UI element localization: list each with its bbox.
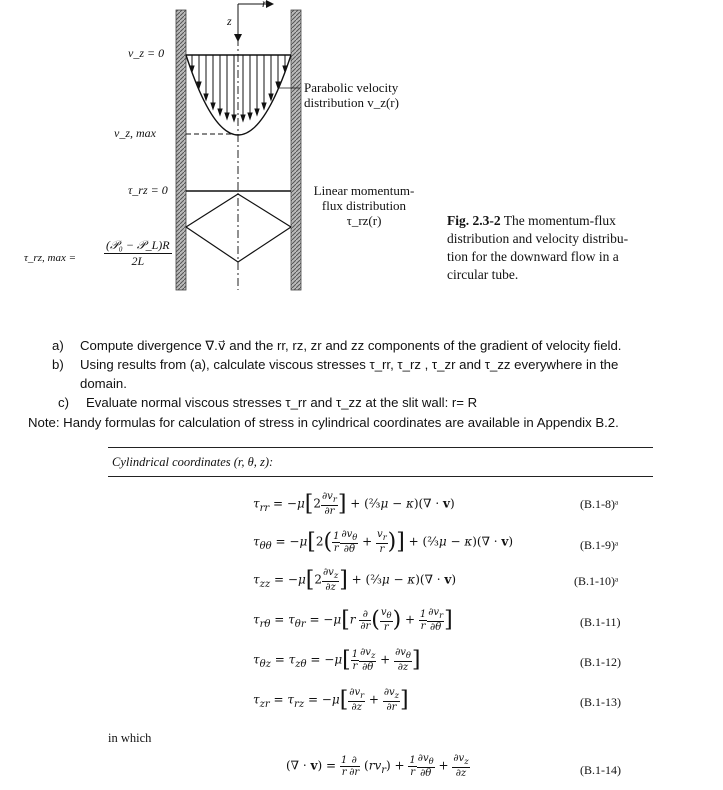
- linear-flux-left-low: [186, 227, 238, 262]
- equation-tau-zz: $\tau_{zz} = -\mu[2$ $\frac{\partial v_z}{\partial z}$ ] + (⅔μ − κ)(∇ · v): [253, 567, 457, 593]
- equation-tau-rth: $\tau_{r\theta} = \tau_{\theta r} = -\mu[r$ $\frac{\partial}{\partial r}$ ( $\frac{v_\theta}{r}$ ) + $\frac{1}{r}$ $\frac{\partial v_r}{\partial\theta}$ ]: [253, 607, 453, 633]
- z-axis-label: z: [227, 14, 232, 28]
- linear-flux-label: Linear momentum- flux distribution τ_rz(r): [313, 183, 415, 228]
- eqnum-b1-14: (B.1-14): [580, 763, 621, 777]
- equation-tau-thth: $\tau_{\theta\theta} = -\mu[2$( $\frac{1}{r}$ $\frac{\partial v_\theta}{\partial\theta}$ + $\frac{v_r}{r}$ )] + (⅔μ − κ)(∇ · v): [253, 529, 514, 555]
- caption-label: Fig. 2.3-2: [447, 213, 501, 228]
- right-wall: [291, 10, 301, 290]
- r-arrow: [266, 0, 274, 8]
- question-b: b) Using results from (a), calculate viscous stresses τ_rr, τ_rz , τ_zr and τ_zz everywhere in the: [52, 357, 619, 372]
- equation-tau-thz: $\tau_{\theta z} = \tau_{z\theta} = -\mu$[ $\frac{1}{r}$ $\frac{\partial v_z}{\partial\theta}$ + $\frac{\partial v_\theta}{\partial z}$ ]: [253, 647, 421, 673]
- eqnum-b1-12: (B.1-12): [580, 655, 621, 669]
- formula-table: [108, 447, 653, 787]
- equation-tau-zr: $\tau_{zr} = \tau_{rz} = -\mu$[ $\frac{\partial v_r}{\partial z}$ + $\frac{\partial v_z}{\partial r}$ ]: [253, 687, 409, 713]
- question-b-cont: domain.: [80, 376, 127, 391]
- eqnum-b1-11: (B.1-11): [580, 615, 621, 629]
- left-wall: [176, 10, 186, 290]
- parabolic-label: Parabolic velocity distribution v_z(r): [304, 80, 399, 110]
- eqnum-b1-10: (B.1-10)ᵃ: [574, 574, 619, 588]
- question-list: [52, 336, 717, 412]
- trz-max-left: τ_rz, max =: [24, 252, 76, 264]
- vz-zero-label: v_z = 0: [128, 46, 165, 60]
- eqnum-b1-8: (B.1-8)ᵃ: [580, 497, 619, 511]
- linear-flux-right-low: [238, 227, 291, 262]
- in-which-label: in which: [108, 731, 152, 745]
- linear-flux-left: [186, 194, 238, 227]
- velocity-figure: [0, 0, 723, 300]
- question-a: a) Compute divergence ∇.v⃗ and the rr, rz, zr and zz components of the gradient of velocity field.: [52, 338, 622, 353]
- table-header: Cylindrical coordinates (r, θ, z):: [112, 455, 274, 469]
- figure-caption: Fig. 2.3-2 The momentum-flux distribution and velocity distribu- tion for the downward flow in a circular tube.: [447, 213, 629, 282]
- vz-max-label: v_z, max: [114, 126, 156, 140]
- question-c: c) Evaluate normal viscous stresses τ_rr and τ_zz at the slit wall: r= R: [58, 395, 478, 410]
- equation-tau-rr: $\tau_{rr} = -\mu[2$ $\frac{\partial v_r}{\partial r}$ ] + (⅔μ − κ)(∇ · v): [253, 491, 455, 517]
- z-arrow: [234, 34, 242, 42]
- trz-max-fraction: (𝒫₀ − 𝒫_L)R 2L: [106, 238, 170, 268]
- eqnum-b1-9: (B.1-9)ᵃ: [580, 538, 619, 552]
- r-axis-label: r: [262, 0, 267, 10]
- equation-divergence: (∇ · v) = $\frac{1}{r}$ $\frac{\partial}{\partial r}$ $(rv_r)$ + $\frac{1}{r}$ $\frac{\partial v_\theta}{\partial\theta}$ + $\frac{\partial v_z}{\partial z}$: [286, 753, 469, 779]
- trz-zero-label: τ_rz = 0: [128, 183, 168, 197]
- linear-flux-right: [238, 194, 291, 227]
- eqnum-b1-13: (B.1-13): [580, 695, 621, 709]
- note-text: Note: Handy formulas for calculation of stress in cylindrical coordinates are available in Appendix B.2.: [28, 415, 619, 430]
